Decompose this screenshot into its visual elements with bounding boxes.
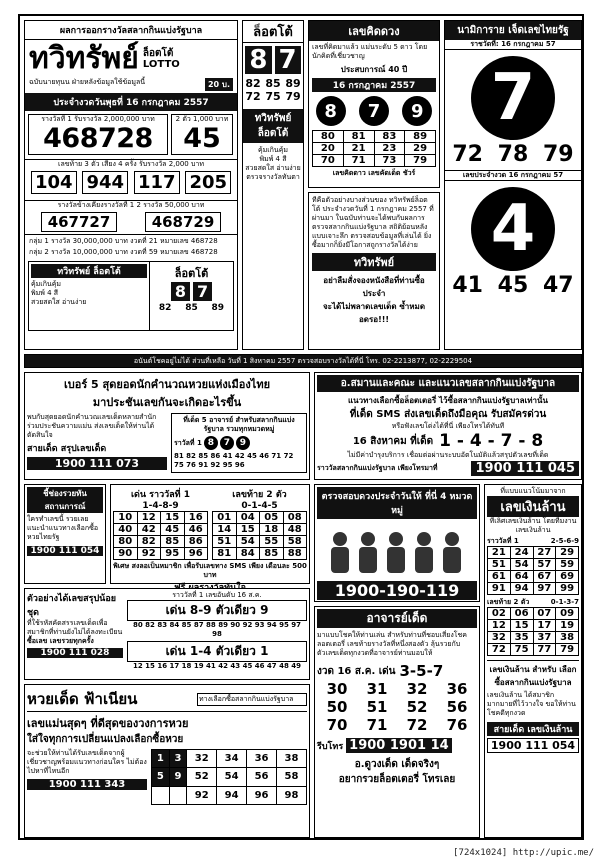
summary-nums: 80 82 83 84 85 87 88 89 90 92 93 94 95 97 98: [132, 621, 302, 638]
table-cell: 85: [161, 536, 185, 548]
sample-label: ราวัลที่ 1: [174, 438, 202, 447]
table-title: เลขท้าย 2 ตัว: [232, 490, 287, 500]
saman-date: 16 สิงหาคม ที่เด็ด: [352, 435, 434, 447]
million-phone: 1900 111 054: [487, 738, 579, 753]
million-cell: 91: [488, 583, 511, 595]
mini-num: 89: [211, 303, 225, 313]
fanian-cell: 3: [169, 750, 187, 768]
summary-phone: 1900 111 028: [27, 648, 123, 658]
table-cell: 15: [161, 512, 185, 524]
rich-phone: 1900 111 054: [27, 546, 103, 556]
table-cell: 18: [260, 524, 284, 536]
horoscope-panel: [314, 484, 480, 602]
million-cell: 99: [556, 583, 579, 595]
million-cell: 27: [533, 547, 556, 559]
table-cell: 10: [114, 512, 138, 524]
acharn-num: 76: [446, 716, 468, 734]
fanian-cell: 34: [217, 750, 247, 768]
acharn-body: มาแบบโชคให้ท่านเล่น สำหรับท่านที่ชอบเสี่ยงโชคลอตเตอรี่ เลขท้ายรางวัลที่หนึ่งสองตัว ลุ้นรวยกับตัวเลขเด็ดทุกงวดที่อาจารย์ท่านมอบให้: [317, 631, 467, 657]
lotto-num: 72: [245, 90, 261, 103]
summary-title: เด่น 8-9 ตัวเดียว 9: [127, 600, 307, 621]
million-top: ที่แบบแนวโน้มมาจาก: [500, 487, 566, 495]
fanian-cell: 92: [187, 786, 217, 804]
masters-phone: 1900 111 073: [27, 457, 167, 470]
masters-body: พบกับสุดยอดนักคำนวณเลขเด็ดหลายสำนัก ร่วมประชันความแม่น ส่งเลขเด็ดให้ท่านได้ตัดสินใจ: [27, 413, 157, 439]
rich-head: ชี้ช่องรวยทันสถานการณ์: [27, 487, 103, 513]
rich-hint-panel: [24, 484, 106, 584]
table-cell: 58: [283, 536, 307, 548]
lucky-banner: เลขคิดดวง: [309, 21, 439, 41]
right-number: 41: [452, 273, 483, 298]
fanian-cell: 58: [277, 768, 307, 786]
table-cell: 84: [236, 548, 260, 560]
million-grid: [487, 546, 579, 595]
summary-panel: [24, 588, 310, 680]
right-date: ราชวัดที่: 16 กรกฎาคม 57: [445, 40, 581, 50]
lucky-num: 79: [405, 155, 436, 167]
million-cell: 61: [488, 571, 511, 583]
lucky-num: 20: [313, 143, 344, 155]
saman-line: หรือฟังเลขโด่งได้ที่นี่ เพียงโทรได้ทันที: [391, 422, 505, 430]
lucky-footer: เลขคิดดาว เลขคัดเด็ด ชัวร์: [332, 169, 416, 177]
million-grid: [487, 607, 579, 656]
lucky-num: 89: [405, 131, 436, 143]
fanian-head: ใส่ใจทุกการเปลี่ยนแปลงเลือกซื้อหวย: [27, 734, 184, 745]
star-digit: 8: [316, 96, 346, 126]
lotto-caption: สวยสดใส อ่านง่าย: [31, 298, 87, 306]
million-cell: 35: [510, 632, 533, 644]
price-badge: 20 บ.: [205, 78, 233, 91]
table-cell: 08: [283, 512, 307, 524]
million-cell: 07: [533, 608, 556, 620]
lucky-number-panel: [308, 20, 440, 188]
big-digit-circle: 7: [471, 56, 555, 140]
fanian-brand: หวยเด็ด ฟ้าเนียน: [27, 690, 138, 708]
sample-digit: 8: [204, 436, 218, 450]
lotto-brand-mini: ทวิทรัพย์ ล็อตโต้: [31, 264, 147, 278]
mini-lotto-title: ล็อตโต้: [174, 267, 209, 280]
million-cell: 97: [533, 583, 556, 595]
table-cell: 96: [184, 548, 208, 560]
fanian-cell: [152, 786, 170, 804]
table-cell: 81: [213, 548, 237, 560]
million-panel: [484, 484, 582, 838]
acharn-num: 32: [406, 680, 428, 698]
acharn-digits: 3-5-7: [399, 662, 444, 680]
two-digit-number: 45: [183, 123, 221, 154]
sample-digit: 9: [236, 436, 250, 450]
table-cell: 14: [213, 524, 237, 536]
lucky-num: 80: [313, 131, 344, 143]
acharn-det-panel: [314, 606, 480, 838]
right-number: 45: [497, 273, 529, 298]
million-label-val: 2-5-6-9: [550, 537, 579, 545]
fanian-cell: 9: [169, 768, 187, 786]
lotto-brand: ทวิทรัพย์ ล็อตโต้: [243, 109, 303, 143]
acharn-num: 71: [366, 716, 388, 734]
million-footer-title: เลขเงินล้าน สำหรับ เลือกซื้อสลากกินแบ่งรัฐบาล: [487, 660, 579, 689]
table-cell: 92: [137, 548, 161, 560]
million-cell: 79: [556, 644, 579, 656]
right-brand: นามิการาย เจ็ดเลขไทยรัฐ: [445, 21, 581, 40]
lotto-caption: สวยสดใส อ่านง่าย: [245, 164, 301, 172]
right-number: 79: [543, 142, 574, 167]
table-cell: 86: [184, 536, 208, 548]
masters-head: เบอร์ 5 สุดยอดนักคำนวณหวยแห่งเมืองไทย: [63, 378, 271, 391]
lotto-note: กลุ่ม 2 รางวัล 10,000,000 บาท งวดที่ 59 หมายเลข 468728: [29, 248, 218, 256]
lotto-num: 89: [285, 77, 301, 90]
three-digit-number: 117: [134, 171, 180, 194]
three-digit-number: 944: [82, 171, 128, 194]
lucky-desc: เลขที่คิดมาแล้ว แม่นระดับ 5 ดาว โดยนักคิดที่เชี่ยวชาญ: [312, 43, 428, 60]
table-cell: 15: [236, 524, 260, 536]
table-sub: 0-1-4-5: [241, 501, 278, 511]
table-title: เด่น ราววัลที่ 1: [130, 490, 191, 500]
million-cell: 06: [510, 608, 533, 620]
lucky-num: 23: [374, 143, 405, 155]
fanian-phone: 1900 111 343: [27, 779, 147, 790]
promo-slogan: อย่าลืมสั่งจองหนังสือที่ท่านซื้อประจำ: [323, 276, 425, 298]
table-cell: 54: [236, 536, 260, 548]
million-cell: 15: [510, 620, 533, 632]
lucky-num: 71: [343, 155, 374, 167]
fanian-panel: [24, 684, 310, 838]
strip-text: อนันต์โชคอยู่ไม่ได้ ส่วนที่เหลือ วันที่ 1 สิงหาคม 2557 ตรวจสอบรางวัลได้ที่นี่ โทร. 02-2213877, 02-2229504: [133, 357, 473, 365]
acharn-num: 72: [406, 716, 428, 734]
info-strip: [24, 354, 582, 368]
table-cell: 48: [283, 524, 307, 536]
fanian-cell: 54: [217, 768, 247, 786]
star-digit: 7: [359, 96, 389, 126]
table-cell: 05: [260, 512, 284, 524]
acharn-num: 50: [326, 698, 348, 716]
results-panel: [24, 20, 238, 350]
two-digit-label: 2 ตัว 1,000 บาท: [175, 115, 229, 123]
right-number: 78: [497, 142, 529, 167]
acharn-num: 70: [326, 716, 348, 734]
fanian-cell: 94: [217, 786, 247, 804]
lotto-note: กลุ่ม 1 รางวัล 30,000,000 บาท งวดที่ 21 หมายเลข 468728: [25, 234, 237, 248]
fanian-cell: 36: [247, 750, 277, 768]
saman-title: อ.สมานและคณะ และแนวเลขสลากกินแบ่งรัฐบาล: [317, 375, 579, 392]
lotto-panel: [242, 20, 304, 350]
numbers-table: [113, 511, 208, 560]
acharn-phone-label: รีบโทร: [317, 741, 344, 752]
million-cell: 75: [510, 644, 533, 656]
masters-box-title: ที่เด็ด 5 อาจารย์ สำหรับสลากกินแบ่งรัฐบาล รวมทุกหมวดหมู่: [183, 416, 295, 433]
table-cell: 46: [184, 524, 208, 536]
table-cell: 90: [114, 548, 138, 560]
million-cell: 32: [488, 632, 511, 644]
million-cell: 12: [488, 620, 511, 632]
fanian-tag: ทางเลือกซื้อสลากกินแบ่งรัฐบาล: [197, 693, 307, 706]
million-cell: 64: [510, 571, 533, 583]
image-watermark: [724x1024] http://upic.me/: [453, 848, 594, 858]
million-cell: 72: [488, 644, 511, 656]
million-cell: 57: [533, 559, 556, 571]
acharn-num: 31: [366, 680, 388, 698]
near-prize-label: รางวัลข้างเคียงรางวัลที่ 1 2 รางวัล 50,000 บาท: [25, 200, 237, 210]
big-number-panel: [444, 20, 582, 350]
million-title: เลขเงินล้าน: [487, 496, 579, 517]
lotto-big-digit: 7: [275, 46, 301, 74]
table-cell: 88: [283, 548, 307, 560]
saman-line: แนวทางเลือกซื้อล็อตเตอรี่ ไว้ซื้อสลากกินแบ่งรัฐบาลเท่านั้น: [348, 396, 548, 405]
numbers-table: [212, 511, 307, 560]
masters-brand: สายเด็ด สรุปเลขเด็ด: [27, 444, 107, 454]
million-label: เลขท้าย 2 ตัว: [487, 598, 530, 606]
tagline: ฉบับนายทุนน ฝ่ายหลังข้อมูลใช้ข้อมูลนี้: [29, 78, 146, 86]
fanian-cell: 1: [152, 750, 170, 768]
lucky-num: 21: [343, 143, 374, 155]
table-cell: 85: [260, 548, 284, 560]
three-digit-number: 104: [31, 171, 77, 194]
million-cell: 37: [533, 632, 556, 644]
saman-phone: 1900 111 045: [471, 461, 579, 476]
fanian-head: เลขแม่นสุดๆ ที่ดีสุดของวงการหวย: [27, 717, 189, 730]
summary-head: ตัวอย่างได้เลขสรุปน้อยชุด: [27, 594, 117, 618]
rich-body: ใครทำเลขนี้ รวยเลย แนะนำแนวทางเลือกซื้อหวยไทยรัฐ: [27, 515, 99, 541]
acharn-title: อาจารย์เด็ด: [317, 609, 477, 628]
summary-title: เด่น 1-4 ตัวเดียว 1: [127, 641, 307, 662]
fanian-body: จะช่วยให้ท่านได้รับเลขเด็ดจากผู้เชี่ยวชาญพร้อมแนวทางก่อนใคร ไม่ต้องไปหาที่ไหนอีก: [27, 749, 147, 775]
summary-body: ที่ใช้รหัสคัดสรรเลขเด็ดเพื่อสมาชิกที่ท่านยังไม่ได้ลงทะเบียน: [27, 619, 123, 636]
million-cell: 19: [556, 620, 579, 632]
fanian-cell: [169, 786, 187, 804]
people-silhouettes-icon: [322, 525, 472, 575]
lotto-num: 85: [265, 77, 281, 90]
million-cell: 59: [556, 559, 579, 571]
table-cell: 82: [137, 536, 161, 548]
million-cell: 21: [488, 547, 511, 559]
promo-body: ทีคือตัวอย่างบางส่วนของ ทวิทรัพย์ล็อตโต้ ประจำงวดวันที่ 1 กรกฎาคม 2557 ที่ผ่านมา ในฉบับท่านจะได้พบกับผลการตรวจสลากกินแบ่งรัฐบาล สถิติย้อนหลังแบบเจาะลึก ตรวจสอบข้อมูลที่เล่นได้ ยิ่งซื้อมากก็ยิ่งมีโอกาสถูกรางวัลได้ง่าย: [312, 196, 434, 249]
million-cell: 94: [510, 583, 533, 595]
fanian-cell: 32: [187, 750, 217, 768]
table-cell: 95: [161, 548, 185, 560]
mini-big-digit: 7: [193, 282, 212, 301]
mini-num: 85: [185, 303, 198, 313]
star-digit: 9: [402, 96, 432, 126]
table-cell: 45: [161, 524, 185, 536]
lucky-date: 16 กรกฎาคม 2557: [312, 78, 436, 92]
brand-title: ทวิทรัพย์: [29, 41, 139, 76]
table-cell: 80: [114, 536, 138, 548]
lotto-big-digit: 8: [245, 46, 271, 74]
mini-num: 82: [158, 303, 172, 313]
acharn-num: 30: [326, 680, 348, 698]
numbers-table-panel: [110, 484, 310, 584]
million-cell: 67: [533, 571, 556, 583]
fanian-cell: 96: [247, 786, 277, 804]
lotto-caption: พิมพ์ 4 สี: [31, 289, 59, 297]
big-digit-circle: 4: [471, 187, 555, 271]
million-label: ราววัลที่ 1: [487, 537, 519, 545]
lotto-caption: คุ้มเกินคุ้ม: [257, 146, 288, 154]
three-digit-number: 205: [185, 171, 231, 194]
table-cell: 40: [114, 524, 138, 536]
lotto-title: ล็อตโต้: [243, 21, 303, 43]
fanian-cell: 56: [247, 768, 277, 786]
people-photo: [317, 525, 477, 575]
saman-result: 1 - 4 - 7 - 8: [439, 431, 544, 451]
masters-head: มาประชันเลขกันจะเกิดอะไรขึ้น: [92, 396, 242, 409]
lucky-num: 73: [374, 155, 405, 167]
million-cell: 77: [533, 644, 556, 656]
summary-nums: 12 15 16 17 18 19 41 42 43 45 46 47 48 49: [132, 662, 302, 670]
lucky-num: 29: [405, 143, 436, 155]
near-prize-number: 467727: [41, 212, 118, 232]
acharn-num: 36: [446, 680, 468, 698]
million-brand: สายเด็ด เลขเงินล้าน: [487, 722, 579, 736]
table-cell: 42: [137, 524, 161, 536]
acharn-date: งวด 16 ส.ค. เด่น: [317, 665, 396, 677]
horoscope-phone: 1900-190-119: [317, 581, 477, 600]
lotto-num: 75: [265, 90, 281, 103]
fanian-table: [151, 749, 307, 805]
acharn-footer: อยากรวยล็อตเตอรี่ โทรเลย: [338, 774, 456, 785]
fanian-cell: 38: [277, 750, 307, 768]
acharn-phone: 1900 1901 14: [346, 738, 452, 753]
million-label-val: 0-1-3-7: [550, 598, 579, 606]
million-cell: 38: [556, 632, 579, 644]
table-cell: 04: [236, 512, 260, 524]
million-sub: ที่เลิศเลขเงินล้าน โดยที่มงานเลขเงินล้าน: [489, 517, 577, 534]
mini-big-digit: 8: [171, 282, 190, 301]
million-body: เลขเงินล้าน ได้สมาชิกมากมายที่ไว้วางใจ ขอให้ท่านโชคดีทุกงวด: [487, 691, 576, 717]
table-cell: 16: [184, 512, 208, 524]
table-cell: 55: [260, 536, 284, 548]
lotto-caption: คุ้มเกินคุ้ม: [31, 280, 62, 288]
lucky-grid: [312, 130, 436, 167]
lucky-num: 70: [313, 155, 344, 167]
saman-line: ที่เด็ด SMS ส่งเลขเด็ดถึงมือคุณ รับสมัครด่วน: [349, 409, 547, 420]
fanian-cell: 5: [152, 768, 170, 786]
sample-digit: 7: [220, 436, 234, 450]
table-cell: 01: [213, 512, 237, 524]
lotto-num: 79: [285, 90, 301, 103]
acharn-num: 52: [406, 698, 428, 716]
lucky-num: 83: [374, 131, 405, 143]
sample-nums: 81 82 85 86 41 42 45 46 71 72 75 76 91 92 95 96: [174, 452, 294, 469]
header-small-title: ผลการออกรางวัลสลากกินแบ่งรัฐบาล: [25, 21, 237, 40]
promo-slogan: จะได้ไม่พลาดเลขเด็ด ซ้ำหมด อดรอ!!!: [322, 302, 426, 324]
table-cell: 51: [213, 536, 237, 548]
promo-panel: [308, 192, 440, 350]
near-prize-number: 468729: [145, 212, 222, 232]
table-cell: 12: [137, 512, 161, 524]
right-number: 47: [543, 273, 574, 298]
lucky-num: 81: [343, 131, 374, 143]
fanian-cell: 52: [187, 768, 217, 786]
lotto-caption: พิมพ์ 4 สี: [259, 155, 287, 163]
newspaper-page: [18, 14, 584, 840]
million-cell: 29: [556, 547, 579, 559]
first-prize-label: รางวัลที่ 1 รับรางวัล 2,000,000 บาท: [41, 115, 155, 123]
table-slogan: พิเศษ สงลอเป็นหมาชิก เพื่อรับเลขทาง SMS เพียง เดือนละ 500 บาท: [113, 562, 307, 579]
acharn-saman-panel: [314, 372, 582, 480]
million-cell: 09: [556, 608, 579, 620]
million-cell: 17: [533, 620, 556, 632]
lotto-caption: ตรวจรางวัลทันตา: [246, 173, 300, 181]
first-prize-number: 468728: [43, 123, 153, 154]
summary-date: ราววัลที่ 1 เลขอันดับ 16 ส.ค.: [172, 591, 262, 599]
million-cell: 54: [510, 559, 533, 571]
right-number: 72: [452, 142, 483, 167]
right-date: เลขประจำงวด 16 กรกฎาคม 57: [445, 170, 581, 181]
lucky-experience: ประสบการณ์ 40 ปี: [340, 65, 408, 74]
fanian-cell: 98: [277, 786, 307, 804]
horoscope-title: ตรวจสอบดวงประจำวันให้ ที่นี่ 4 หมวดหมู่: [317, 487, 477, 519]
million-cell: 69: [556, 571, 579, 583]
promo-brand: ทวิทรัพย์: [312, 253, 436, 271]
acharn-num: 56: [446, 698, 468, 716]
acharn-num: 51: [366, 698, 388, 716]
acharn-footer: อ.ดูวงเด็ด เด็ดจริงๆ: [354, 759, 440, 770]
million-cell: 02: [488, 608, 511, 620]
lotto-num: 82: [245, 77, 261, 90]
five-masters-panel: [24, 372, 310, 480]
saman-note: ไม่มีค่าบำรุงบริการ เชื่อมต่อผ่านระบบอัตโนมัติแล้วสรุปตัวเลขที่เด็ด: [347, 451, 549, 459]
brand-subtitle: ล็อตโต้ LOTTO: [142, 48, 180, 70]
table-sub: 1-4-8-9: [142, 501, 179, 511]
million-cell: 24: [510, 547, 533, 559]
draw-date: ประจำงวดวันพุธที่ 16 กรกฎาคม 2557: [25, 93, 237, 111]
million-cell: 51: [488, 559, 511, 571]
summary-brand: ซื้อเลข เลขรวยทุกครั้ง: [27, 637, 94, 645]
saman-phone-label: ราววัลสลากกินแบ่งรัฐบาล เพียงโทรมาที่: [317, 464, 438, 472]
three-digit-label: เลขท้าย 3 ตัว เสี่ยง 4 ครั้ง รับรางวัล 2,000 บาท: [25, 159, 237, 169]
